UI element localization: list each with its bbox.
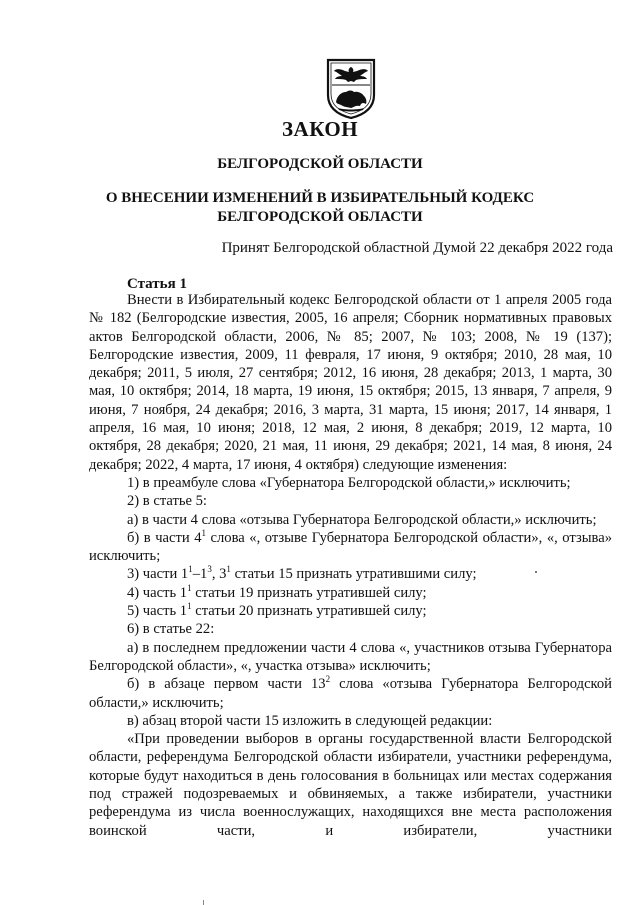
adoption-line: Принят Белгородской областной Думой 22 декабря 2022 года — [221, 240, 613, 256]
amendment-item-1: 1) в преамбуле слова «Губернатора Белгородской области,» исключить; — [127, 474, 571, 491]
amendment-item-5 — [89, 602, 612, 620]
item-4-text-end: статьи 19 признать утратившей силу; — [191, 584, 427, 601]
item-3-text-end: статьи 15 признать утратившими силу; — [230, 566, 477, 583]
scan-edge-mark — [203, 900, 204, 905]
item-3-superscript-2: 3 — [207, 564, 212, 575]
item-3-text-mid-1: –1 — [192, 566, 208, 583]
item-5-text-start: 5) часть 1 — [127, 603, 188, 620]
item-6b-superscript: 2 — [325, 674, 331, 685]
amendment-item-6a: а) в последнем предложении части 4 слова «, участников отзыва Губернатора Белгородской области», «, участка отзыва» исключить; — [89, 639, 612, 674]
law-title: ЗАКОН — [281, 117, 359, 141]
amendment-item-2: 2) в статье 5: — [127, 493, 207, 510]
item-2b-superscript: 1 — [201, 528, 207, 538]
law-region: БЕЛГОРОДСКОЙ ОБЛАСТИ — [217, 156, 423, 172]
scan-speck — [535, 571, 537, 573]
article-intro: Внести в Избирательный кодекс Белгородской области от 1 апреля 2005 года № 182 (Белгородские известия, 2005, 16 апреля; Сборник нормативных правовых актов Белгородской области, 2006, № 85; 2007, № 103; 2008, № 19 (137); Белгородские известия, 2009, 11 февраля, 17 июня, 9 октября; 2010, 28 мая, 10 декабря; 2011, 5 июля, 27 сентября; 2012, 16 июня, 28 декабря; 2013, 1 марта, 30 мая, 10 октября; 2014, 18 марта, 19 июня, 15 октября; 2015, 13 января, 7 апреля, 9 июня, 7 ноября, 24 декабря; 2016, 3 марта, 31 марта, 15 июня; 2017, 14 января, 1 апреля, 16 мая, 10 июня; 2018, 12 мая, 2 июня, 8 декабря; 2019, 12 марта, 10 октября, 28 декабря; 2020, 21 мая, 11 июня, 29 декабря; 2021, 14 мая, 8 июня, 24 декабря; 2022, 4 марта, 17 июня, 4 октября) следующие изменения: — [89, 292, 612, 473]
quoted-new-text: «При проведении выборов в органы государственной власти Белгородской области, референдума Белгородской области избиратели, участники референдума, которые будут находиться в день голосования в больницах или местах содержания под стражей подозреваемых и обвиняемых, а также избиратели, участники референдума из числа военнослужащих, находящихся вне места расположения воинской части, и избиратели, участники — [89, 731, 612, 839]
item-5-superscript: 1 — [187, 601, 192, 612]
item-3-text-start: 3) части 1 — [127, 566, 189, 583]
amendment-item-4 — [89, 584, 612, 602]
amendment-item-6b — [89, 675, 612, 712]
article-body — [89, 291, 612, 840]
item-3-superscript-3: 1 — [226, 564, 231, 575]
item-6b-text-end: слова «отзыва Губернатора Белгородской области,» исключить; — [89, 676, 612, 711]
law-subject-line-2: БЕЛГОРОДСКОЙ ОБЛАСТИ — [217, 209, 423, 225]
amendment-item-6: 6) в статье 22: — [127, 621, 215, 638]
item-5-text-end: статьи 20 признать утратившей силу; — [191, 603, 427, 620]
amendment-item-2a: а) в части 4 слова «отзыва Губернатора Белгородской области,» исключить; — [127, 511, 597, 528]
law-subject — [0, 189, 640, 227]
article-heading: Статья 1 — [127, 276, 187, 292]
item-2b-text-end: слова «, отзыве Губернатора Белгородской области», «, отзыва» исключить; — [89, 529, 612, 565]
coat-of-arms-icon — [325, 57, 377, 119]
item-4-text-start: 4) часть 1 — [127, 584, 188, 601]
amendment-item-2b — [89, 529, 612, 566]
item-6b-text-start: б) в абзаце первом части 13 — [127, 676, 326, 693]
item-4-superscript: 1 — [187, 582, 192, 593]
item-3-text-mid-2: , 3 — [211, 566, 227, 583]
law-subject-line-1: О ВНЕСЕНИИ ИЗМЕНЕНИЙ В ИЗБИРАТЕЛЬНЫЙ КОДЕКС — [105, 190, 535, 206]
amendment-item-3 — [89, 565, 612, 583]
item-2b-text-start: б) в части 4 — [127, 529, 202, 546]
amendment-item-6c: в) абзац второй части 15 изложить в следующей редакции: — [127, 712, 493, 729]
item-3-superscript-1: 1 — [188, 564, 193, 575]
